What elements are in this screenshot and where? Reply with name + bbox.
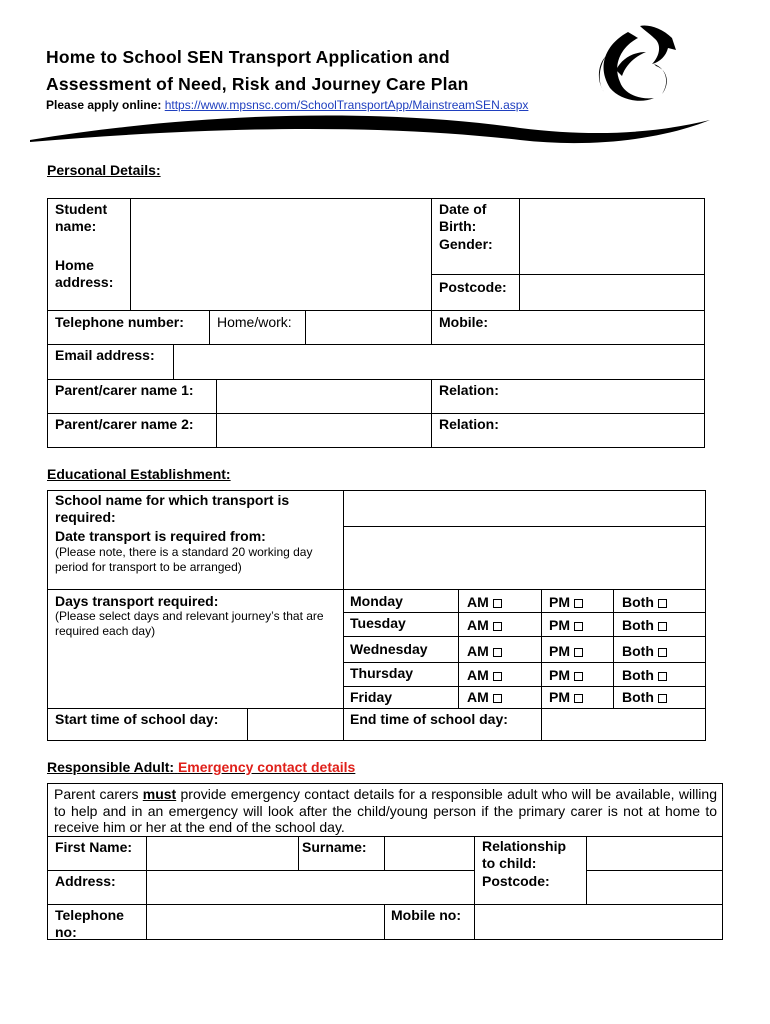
- ra-address-field[interactable]: [147, 871, 473, 903]
- relation1-label: Relation:: [439, 382, 499, 398]
- relationship-label: Relationship to child:: [482, 838, 567, 871]
- pm-checkbox[interactable]: PM: [549, 689, 583, 705]
- day-label: Tuesday: [350, 615, 406, 631]
- school-name-field[interactable]: [344, 491, 705, 525]
- form-title-line1: Home to School SEN Transport Application and: [46, 47, 450, 67]
- header-graphics: [0, 0, 770, 160]
- first-name-field[interactable]: [147, 837, 297, 869]
- both-checkbox[interactable]: Both: [622, 643, 667, 659]
- ra-telephone-field[interactable]: [147, 905, 383, 939]
- day-label: Wednesday: [350, 641, 428, 657]
- ra-telephone-label: Telephone no:: [55, 907, 124, 940]
- student-name-label: Student name:: [55, 201, 108, 234]
- date-required-label: Date transport is required from:: [55, 528, 266, 544]
- ra-postcode-field[interactable]: [587, 871, 722, 903]
- parent2-label: Parent/carer name 2:: [55, 416, 194, 432]
- home-address-label: Home address:: [55, 257, 114, 290]
- start-time-field[interactable]: [248, 709, 342, 740]
- parent2-field[interactable]: [217, 414, 430, 447]
- educational-heading: Educational Establishment:: [47, 466, 231, 482]
- ra-mobile-label: Mobile no:: [391, 907, 461, 923]
- both-checkbox[interactable]: Both: [622, 594, 667, 610]
- parent1-field[interactable]: [217, 380, 430, 412]
- date-required-field[interactable]: [344, 527, 705, 588]
- ra-postcode-label: Postcode:: [482, 873, 550, 889]
- pm-checkbox[interactable]: PM: [549, 643, 583, 659]
- relation1-field[interactable]: [515, 380, 704, 412]
- pm-checkbox[interactable]: PM: [549, 594, 583, 610]
- postcode-label: Postcode:: [439, 279, 507, 295]
- student-name-field[interactable]: [131, 199, 430, 309]
- pm-checkbox[interactable]: PM: [549, 667, 583, 683]
- start-time-label: Start time of school day:: [55, 711, 219, 727]
- end-time-field[interactable]: [542, 709, 705, 740]
- both-checkbox[interactable]: Both: [622, 617, 667, 633]
- email-field[interactable]: [174, 345, 704, 378]
- personal-details-heading: Personal Details:: [47, 162, 161, 178]
- first-name-label: First Name:: [55, 839, 133, 855]
- date-required-note: (Please note, there is a standard 20 working day period for transport to be arranged): [55, 545, 313, 574]
- am-checkbox[interactable]: AM: [467, 594, 502, 610]
- dob-label: Date of Birth:: [439, 201, 487, 234]
- both-checkbox[interactable]: Both: [622, 689, 667, 705]
- responsible-adult-heading: Responsible Adult: Emergency contact details: [47, 759, 356, 775]
- relation2-label: Relation:: [439, 416, 499, 432]
- dob-field[interactable]: [520, 199, 704, 273]
- relationship-field[interactable]: [587, 837, 722, 869]
- apply-online-label: Please apply online:: [46, 98, 162, 112]
- ra-mobile-field[interactable]: [475, 905, 722, 939]
- header-swoosh: [30, 116, 710, 144]
- am-checkbox[interactable]: AM: [467, 689, 502, 705]
- end-time-label: End time of school day:: [350, 711, 508, 727]
- parent1-label: Parent/carer name 1:: [55, 382, 194, 398]
- surname-field[interactable]: [385, 837, 473, 869]
- dragon-logo-icon: [599, 26, 676, 101]
- am-checkbox[interactable]: AM: [467, 617, 502, 633]
- telephone-label: Telephone number:: [55, 314, 184, 330]
- school-name-label: School name for which transport is required:: [55, 492, 290, 525]
- home-work-field[interactable]: [306, 311, 430, 343]
- both-checkbox[interactable]: Both: [622, 667, 667, 683]
- emergency-contact-subheading: Emergency contact details: [177, 759, 356, 775]
- postcode-field[interactable]: [520, 275, 704, 309]
- days-required-label: Days transport required:: [55, 593, 219, 609]
- day-label: Monday: [350, 593, 403, 609]
- day-label: Friday: [350, 689, 393, 705]
- mobile-field[interactable]: [500, 311, 704, 343]
- responsible-adult-instructions: Parent carers must provide emergency contact details for a responsible adult who will be available, willing to help and in an emergency will look after the child/young person if the primary carer is not at home to receive him or her at the end of the school day.: [54, 786, 717, 835]
- pm-checkbox[interactable]: PM: [549, 617, 583, 633]
- am-checkbox[interactable]: AM: [467, 643, 502, 659]
- mobile-label: Mobile:: [439, 314, 488, 330]
- form-title-line2: Assessment of Need, Risk and Journey Care Plan: [46, 74, 469, 94]
- relation2-field[interactable]: [515, 414, 704, 447]
- ra-address-label: Address:: [55, 873, 116, 889]
- email-label: Email address:: [55, 347, 155, 363]
- am-checkbox[interactable]: AM: [467, 667, 502, 683]
- surname-label: Surname:: [302, 839, 367, 855]
- days-required-note: (Please select days and relevant journey’s that are required each day): [55, 609, 324, 638]
- home-work-label: Home/work:: [217, 314, 292, 330]
- apply-online-link[interactable]: https://www.mpsnsc.com/SchoolTransportApp/MainstreamSEN.aspx: [164, 98, 529, 112]
- day-label: Thursday: [350, 665, 414, 681]
- gender-label: Gender:: [439, 236, 493, 252]
